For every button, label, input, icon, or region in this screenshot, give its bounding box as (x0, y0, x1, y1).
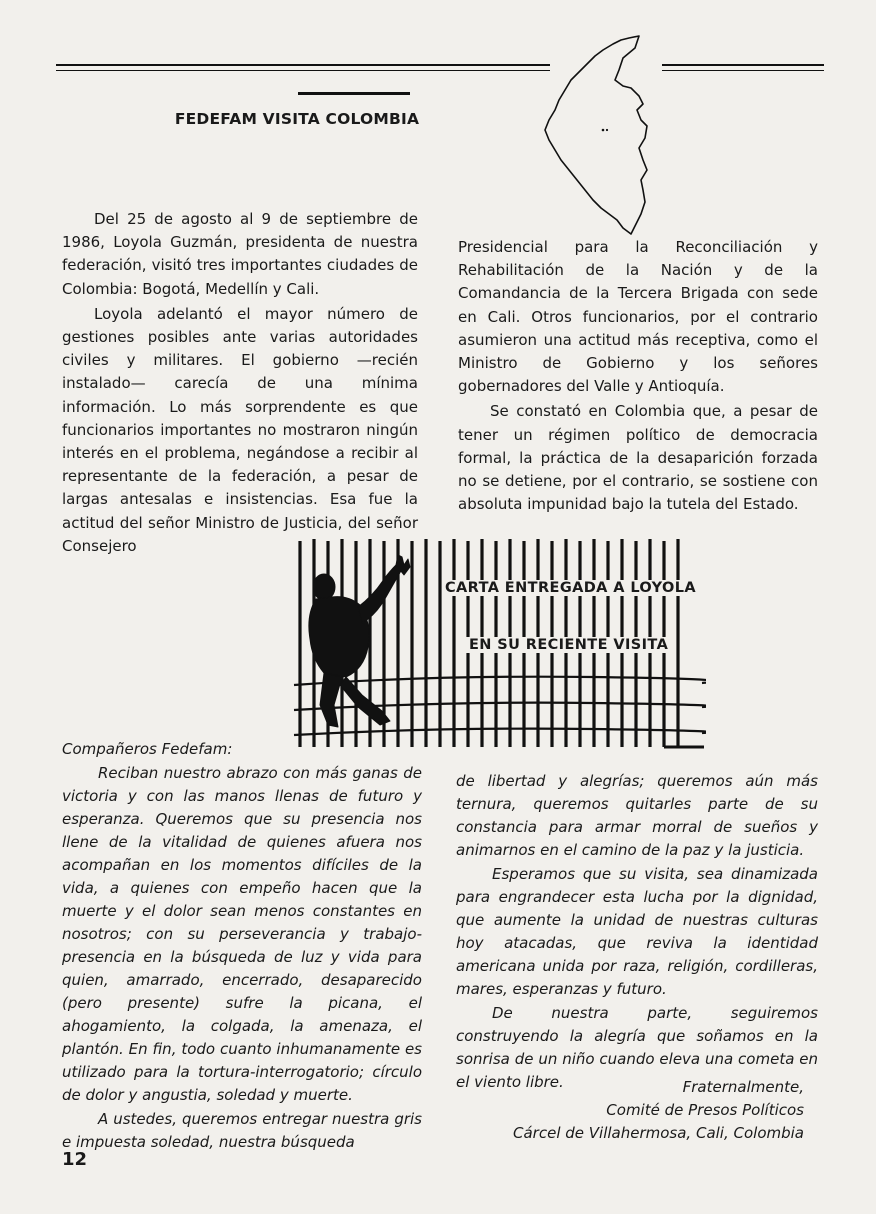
header-rule-left-top (56, 64, 550, 66)
article-paragraph: Loyola adelantó el mayor número de gestiones posibles ante varias autoridades civiles y militares. El gobierno —recién instalado— carecía de una mínima información. Lo más sorprendente es que funcionarios importantes no mostraron ningún interés en el problema, negándose a recibir al representante de la federación, a pesar de largas antesalas e insistencias. Esa fue la actitud del señor Ministro de Justicia, del señor Consejero (62, 304, 418, 555)
signature-line1: Comité de Presos Políticos (606, 1101, 804, 1119)
letter-signature (440, 1076, 804, 1145)
letter-closing: Fraternalmente, (682, 1078, 804, 1096)
letter-heading-line1: CARTA ENTREGADA A LOYOLA (442, 580, 699, 596)
letter-salutation: Compañeros Fedefam: (62, 740, 233, 758)
header-rule-right-bottom (662, 70, 824, 71)
article-right-column (458, 236, 818, 516)
article-paragraph: Se constató en Colombia que, a pesar de tener un régimen político de democracia formal, la práctica de la desaparición forzada no se detiene, por el contrario, se sostiene con absoluta impunidad bajo la tutela del Estado. (458, 402, 818, 514)
article-title: FEDEFAM VISITA COLOMBIA (174, 110, 420, 128)
title-bar (298, 92, 410, 95)
header-rule-left-bottom (56, 70, 550, 71)
page-number: 12 (62, 1149, 88, 1170)
letter-paragraph: Reciban nuestro abrazo con más ganas de victoria y con las manos llenas de futuro y esperanza. Queremos que su presencia nos llene de la vitalidad de quienes afuera nos acompañan en los momentos difíciles de la vida, a quienes con empeño hacen que la muerte y el dolor sean menos constantes en nosotros; con su perseverancia y trabajo-presencia en la búsqueda de luz y vida para quien, amarrado, encerrado, desaparecido (pero presente) sufre la picana, el ahogamiento, la colgada, la amenaza, el plantón. En fin, todo cuanto inhumanamente es utilizado para la tortura-interrogatorio; círculo de dolor y angustia, soledad y muerte. (62, 764, 422, 1104)
article-paragraph: Presidencial para la Reconciliación y Rehabilitación de la Nación y de la Comandancia de la Tercera Brigada con sede en Cali. Otros funcionarios, por el contrario asumieron una actitud más receptiva, como el Ministro de Gobierno y los señores gobernadores del Valle y Antioquía. (458, 238, 818, 396)
letter-left-column (62, 738, 422, 1154)
signature-line2: Cárcel de Villahermosa, Cali, Colombia (513, 1124, 804, 1142)
letter-paragraph: De nuestra parte, seguiremos construyendo la alegría que soñamos en la sonrisa de un niño cuando eleva una cometa en el viento libre. (456, 1004, 818, 1091)
letter-right-column (456, 770, 818, 1094)
article-left-column (62, 208, 418, 558)
letter-paragraph: Esperamos que su visita, sea dinamizada para engrandecer esta lucha por la dignidad, que aumente la unidad de nuestras culturas hoy atacadas, que reviva la identidad americana unida por raza, religión, cordilleras, mares, esperanzas y futuro. (456, 865, 818, 998)
letter-paragraph: de libertad y alegrías; queremos aún más ternura, queremos quitarles parte de su constancia para armar morral de sueños y animarnos en el camino de la paz y la justicia. (456, 772, 818, 859)
article-paragraph: Del 25 de agosto al 9 de septiembre de 1986, Loyola Guzmán, presidenta de nuestra federación, visitó tres importantes ciudades de Colombia: Bogotá, Medellín y Cali. (62, 210, 418, 298)
colombia-map-icon (535, 30, 655, 240)
letter-paragraph: A ustedes, queremos entregar nuestra gris e impuesta soledad, nuestra búsqueda (62, 1110, 422, 1151)
letter-heading-line2: EN SU RECIENTE VISITA (466, 637, 671, 653)
header-rule-right-top (662, 64, 824, 66)
